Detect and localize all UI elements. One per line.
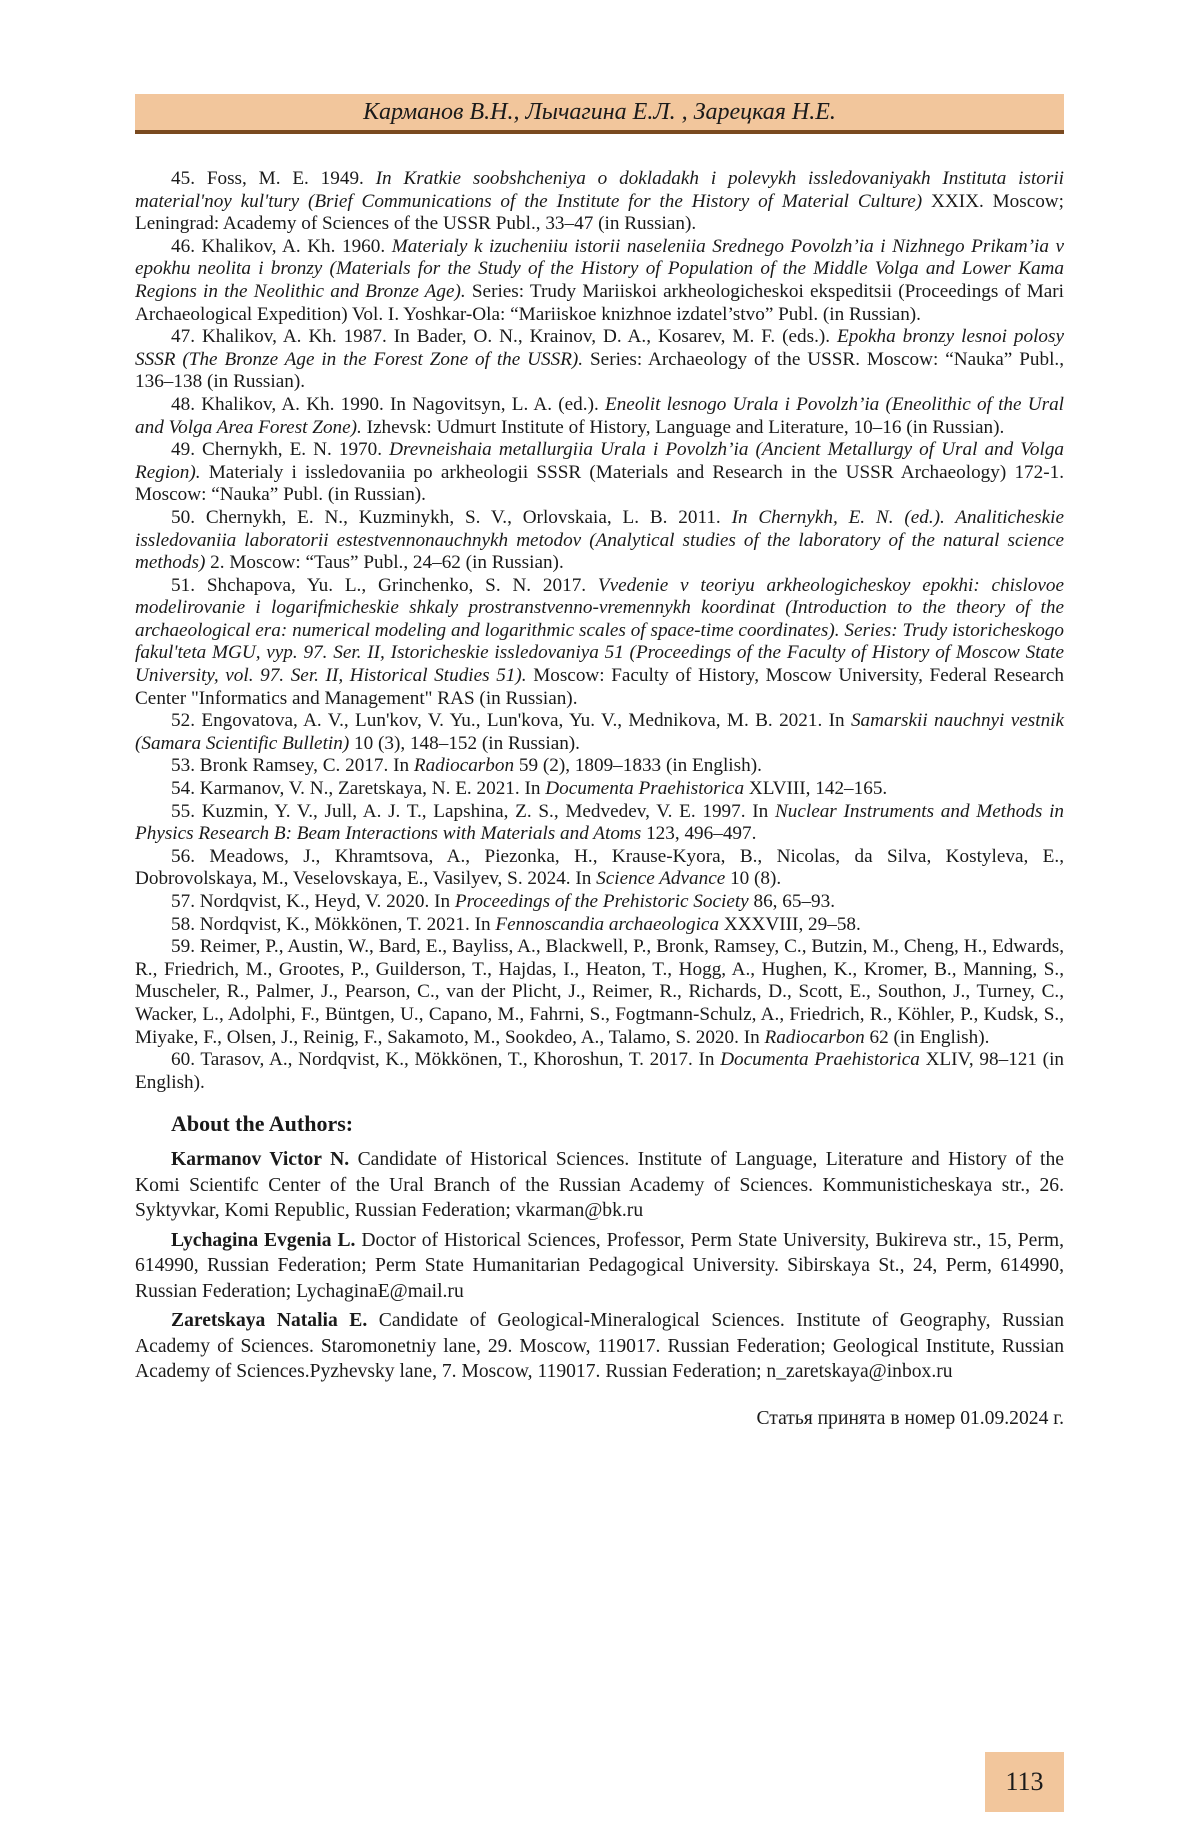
reference-details: XLVIII, 142–165.: [749, 778, 887, 799]
reference-authors: Reimer, P., Austin, W., Bard, E., Bayliss, A., Blackwell, P., Bronk, Ramsey, C., Butzin, M., Cheng, H., Edwards, R., Friedrich, M., Grootes, P., Guilderson, T., Hajdas, I., Heaton, T., Hogg, A., Hughen, K., Kromer, B., Manning, S., Muscheler, R., Palmer, J., Pearson, C., van der Plicht, J., Reimer, R., Richards, D., Scott, E., Southon, J., Turney, C., Wacker, L., Adolphi, F., Büntgen, U., Capano, M., Fahrni, S., Fogtmann-Schulz, A., Friedrich, R., Köhler, P., Kudsk, S., Miyake, F., Olsen, J., Reinig, F., Sakamoto, M., Sookdeo, A., Talamo, S. 2020. In: [135, 936, 1064, 1047]
reference-authors: Bronk Ramsey, C. 2017. In: [200, 755, 409, 776]
reference-item: [135, 710, 1064, 755]
reference-item: [135, 936, 1064, 1049]
reference-item: [135, 168, 1064, 236]
reference-item: [135, 507, 1064, 575]
reference-title: In Chernykh, E. N. (ed.). Analiticheskie issledovaniia laboratorii estestvennonauchnykh metodov (Analytical studies of the laboratory of the natural science methods): [135, 507, 1064, 573]
reference-authors: Engovatova, A. V., Lun'kov, V. Yu., Lun'kova, Yu. V., Mednikova, M. B. 2021. In: [201, 710, 844, 731]
author-affiliation: Candidate of Geological-Mineralogical Sciences. Institute of Geography, Russian Academy of Sciences. Staromonetniy lane, 29. Moscow, 119017. Russian Federation; Geological Institute, Russian Academy of Sciences.Pyzhevsky lane, 7. Moscow, 119017. Russian Federation; n_zaretskaya@inbox.ru: [135, 1310, 1064, 1382]
reference-number: 56.: [171, 846, 195, 867]
page-number: 113: [985, 1752, 1064, 1812]
reference-title: Radiocarbon: [764, 1027, 864, 1048]
reference-item: [135, 801, 1064, 846]
reference-title: Epokha bronzy lesnoi polosy SSSR (The Bronze Age in the Forest Zone of the USSR).: [135, 326, 1064, 370]
reference-details: 59 (2), 1809–1833 (in English).: [519, 755, 762, 776]
reference-item: [135, 236, 1064, 326]
reference-authors: Karmanov, V. N., Zaretskaya, N. E. 2021. In: [200, 778, 541, 799]
reference-authors: Shchapova, Yu. L., Grinchenko, S. N. 2017.: [207, 575, 586, 596]
reference-details: XLIV, 98–121 (in English).: [135, 1049, 1064, 1093]
reference-details: 10 (8).: [730, 868, 781, 889]
author-affiliation: Doctor of Historical Sciences, Professor, Perm State University, Bukireva str., 15, Perm, 614990, Russian Federation; Perm State Humanitarian Pedagogical University. Sibirskaya St., 24, Perm, 614990, Russian Federation; LychaginaE@mail.ru: [135, 1230, 1064, 1302]
about-authors-heading: About the Authors:: [171, 1111, 1064, 1137]
reference-number: 50.: [171, 507, 195, 528]
reference-title: Fennoscandia archaeologica: [495, 914, 719, 935]
reference-title: Samarskii nauchnyi vestnik (Samara Scientific Bulletin): [135, 710, 1064, 754]
page-body: [135, 168, 1064, 1431]
reference-number: 60.: [171, 1049, 195, 1070]
reference-item: [135, 914, 1064, 937]
reference-number: 45.: [171, 168, 195, 189]
reference-details: XXXVIII, 29–58.: [724, 914, 861, 935]
author-name: Karmanov Victor N.: [171, 1149, 349, 1170]
reference-item: [135, 891, 1064, 914]
reference-authors: Khalikov, A. Kh. 1990. In Nagovitsyn, L. A. (ed.).: [201, 394, 599, 415]
reference-authors: Nordqvist, K., Mökkönen, T. 2021. In: [200, 914, 491, 935]
reference-authors: Nordqvist, K., Heyd, V. 2020. In: [200, 891, 450, 912]
reference-authors: Kuzmin, Y. V., Jull, A. J. T., Lapshina, Z. S., Medvedev, V. E. 1997. In: [202, 801, 769, 822]
reference-details: 86, 65–93.: [753, 891, 835, 912]
running-header: [135, 94, 1064, 134]
reference-title: Documenta Praehistorica: [720, 1049, 920, 1070]
reference-title: Radiocarbon: [414, 755, 514, 776]
reference-number: 46.: [171, 236, 195, 257]
reference-title: Proceedings of the Prehistoric Society: [455, 891, 749, 912]
reference-authors: Khalikov, A. Kh. 1987. In Bader, O. N., Krainov, D. A., Kosarev, M. F. (eds.).: [202, 326, 830, 347]
reference-item: [135, 778, 1064, 801]
running-header-title: Карманов В.Н., Лычагина Е.Л. , Зарецкая Н.Е.: [363, 99, 836, 125]
reference-title: In Kratkie soobshcheniya o dokladakh i polevykh issledovaniyakh Instituta istorii material'noy kul'tury (Brief Communications of the Institute for the History of Material Culture): [135, 168, 1064, 212]
reference-number: 58.: [171, 914, 195, 935]
reference-number: 55.: [171, 801, 195, 822]
reference-details: Izhevsk: Udmurt Institute of History, Language and Literature, 10–16 (in Russian).: [367, 417, 1005, 438]
author-bio: [135, 1228, 1064, 1305]
reference-number: 49.: [171, 439, 195, 460]
reference-title: Eneolit lesnogo Urala i Povolzh’ia (Eneolithic of the Ural and Volga Area Forest Zone).: [135, 394, 1064, 438]
reference-number: 52.: [171, 710, 195, 731]
reference-number: 57.: [171, 891, 195, 912]
reference-details: Moscow: Faculty of History, Moscow University, Federal Research Center "Informatics and Management" RAS (in Russian).: [135, 665, 1064, 709]
reference-authors: Khalikov, A. Kh. 1960.: [202, 236, 386, 257]
reference-details: 2. Moscow: “Taus” Publ., 24–62 (in Russian).: [210, 552, 564, 573]
reference-number: 48.: [171, 394, 195, 415]
reference-number: 59.: [171, 936, 195, 957]
reference-details: 62 (in English).: [869, 1027, 989, 1048]
author-bio: [135, 1308, 1064, 1385]
reference-title: Vvedenie v teoriyu arkheologicheskoy epokhi: chislovoe modelirovanie i logarifmicheskie shkaly prostranstvenno-vremennykh koordinat (Introduction to the theory of the archaeological era: numerical modeling and logarithmic scales of space-time coordinates). Series: Trudy istoricheskogo fakul'teta MGU, vyp. 97. Ser. II, Istoricheskie issledovaniya 51 (Proceedings of the Faculty of History of Moscow State University, vol. 97. Ser. II, Historical Studies 51).: [135, 575, 1064, 686]
reference-item: [135, 846, 1064, 891]
reference-number: 54.: [171, 778, 195, 799]
reference-title: Drevneishaia metallurgiia Urala i Povolzh’ia (Ancient Metallurgy of Ural and Volga Region).: [135, 439, 1064, 483]
reference-details: Materialy i issledovaniia po arkheologii SSSR (Materials and Research in the USSR Archaeology) 172-1. Moscow: “Nauka” Publ. (in Russian).: [135, 462, 1064, 506]
reference-item: [135, 1049, 1064, 1094]
reference-details: 123, 496–497.: [646, 823, 756, 844]
author-list: [135, 1147, 1064, 1385]
reference-details: Series: Archaeology of the USSR. Moscow: “Nauka” Publ., 136–138 (in Russian).: [135, 349, 1064, 393]
reference-authors: Meadows, J., Khramtsova, A., Piezonka, H., Krause-Kyora, B., Nicolas, da Silva, Kostyleva, E., Dobrovolskaya, M., Veselovskaya, E., Vasilyev, S. 2024. In: [135, 846, 1064, 890]
author-affiliation: Candidate of Historical Sciences. Institute of Language, Literature and History of the Komi Scientifc Center of the Ural Branch of the Russian Academy of Sciences. Kommunisticheskaya str., 26. Syktyvkar, Komi Republic, Russian Federation; vkarman@bk.ru: [135, 1149, 1064, 1221]
reference-item: [135, 755, 1064, 778]
reference-number: 51.: [171, 575, 195, 596]
reference-number: 53.: [171, 755, 195, 776]
reference-authors: Chernykh, E. N., Kuzminykh, S. V., Orlovskaia, L. B. 2011.: [206, 507, 721, 528]
author-name: Zaretskaya Natalia E.: [171, 1310, 367, 1331]
reference-number: 47.: [171, 326, 195, 347]
reference-details: XXIX. Moscow; Leningrad: Academy of Sciences of the USSR Publ., 33–47 (in Russian).: [135, 191, 1064, 235]
reference-details: 10 (3), 148–152 (in Russian).: [354, 733, 580, 754]
reference-title: Materialy k izucheniiu istorii naseleniia Srednego Povolzh’ia i Nizhnego Prikam’ia v epokhu neolita i bronzy (Materials for the Study of the History of Population of the Middle Volga and Lower Kama Regions in the Neolithic and Bronze Age).: [135, 236, 1064, 302]
reference-authors: Foss, M. E. 1949.: [207, 168, 364, 189]
author-name: Lychagina Evgenia L.: [171, 1230, 355, 1251]
reference-details: Series: Trudy Mariiskoi arkheologicheskoi ekspeditsii (Proceedings of Mari Archaeological Expedition) Vol. I. Yoshkar-Ola: “Mariiskoe knizhnoe izdatel’stvo” Publ. (in Russian).: [135, 281, 1064, 325]
reference-item: [135, 575, 1064, 711]
reference-authors: Tarasov, A., Nordqvist, K., Mökkönen, T., Khoroshun, T. 2017. In: [200, 1049, 714, 1070]
reference-authors: Chernykh, E. N. 1970.: [202, 439, 382, 460]
reference-list: [135, 168, 1064, 1094]
reference-item: [135, 326, 1064, 394]
reference-title: Nuclear Instruments and Methods in Physics Research B: Beam Interactions with Materials and Atoms: [135, 801, 1064, 845]
reference-title: Documenta Praehistorica: [545, 778, 744, 799]
reference-item: [135, 394, 1064, 439]
reference-title: Science Advance: [596, 868, 725, 889]
received-date: Статья принята в номер 01.09.2024 г.: [135, 1407, 1064, 1431]
author-bio: [135, 1147, 1064, 1224]
reference-item: [135, 439, 1064, 507]
